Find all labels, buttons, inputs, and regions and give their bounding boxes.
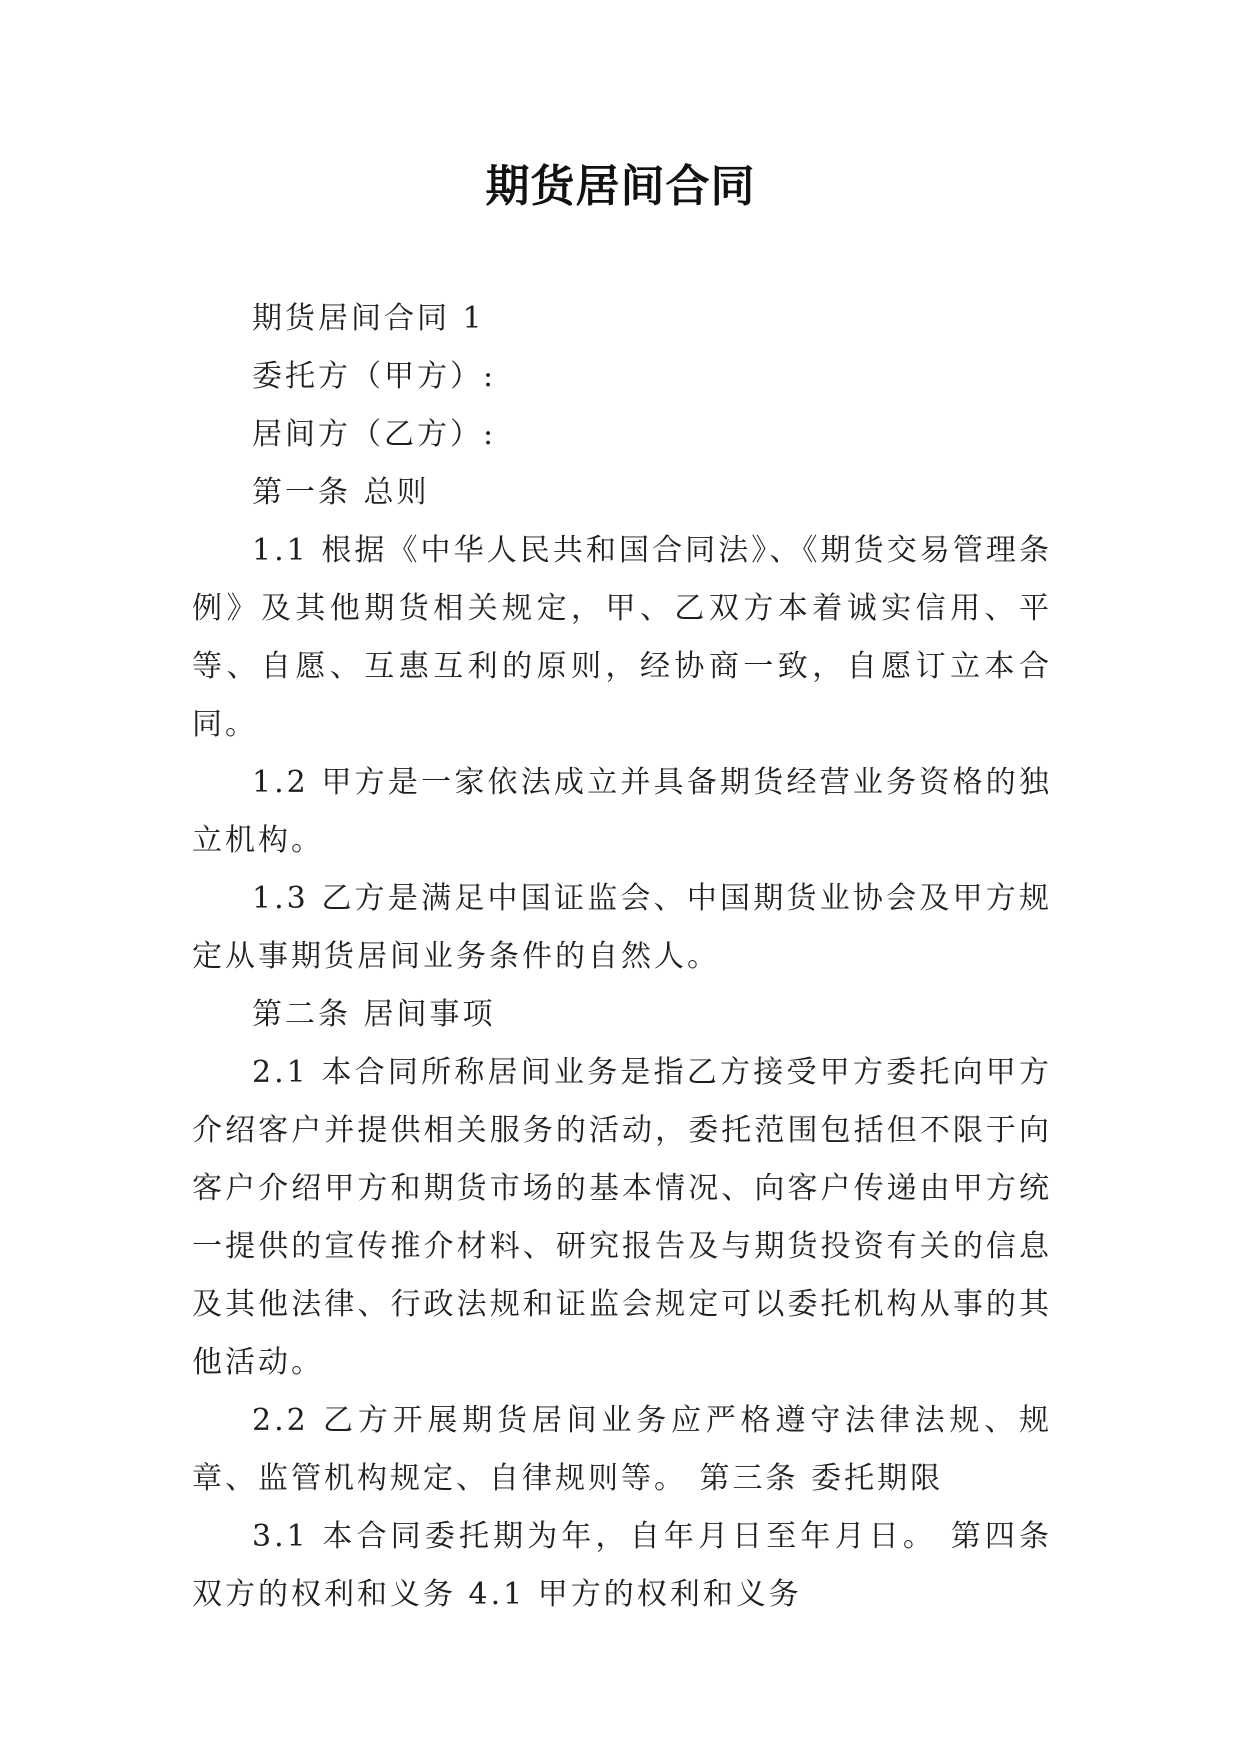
paragraph-clause-2-1: 2.1 本合同所称居间业务是指乙方接受甲方委托向甲方介绍客户并提供相关服务的活动，委托范围包括但不限于向客户介绍甲方和期货市场的基本情况、向客户传递由甲方统一提供的宣传推介材料、研究报告及与期货投资有关的信息及其他法律、行政法规和证监会规定可以委托机构从事的其他活动。: [192, 1055, 1052, 1380]
paragraph-article-2-heading: 第二条 居间事项: [252, 997, 496, 1032]
paragraph-clause-1-3: 1.3 乙方是满足中国证监会、中国期货业协会及甲方规定从事期货居间业务条件的自然人。: [192, 881, 1052, 974]
document-title: 期货居间合同: [485, 161, 756, 212]
paragraph-heading-contract-1: 期货居间合同 1: [252, 301, 485, 336]
paragraph-party-b: 居间方（乙方）:: [252, 417, 497, 452]
paragraph-clause-1-2: 1.2 甲方是一家依法成立并具备期货经营业务资格的独立机构。: [192, 765, 1052, 858]
paragraph-clause-1-1: 1.1 根据《中华人民共和国合同法》、《期货交易管理条例》及其他期货相关规定，甲、乙双方本着诚实信用、平等、自愿、互惠互利的原则，经协商一致，自愿订立本合同。: [192, 533, 1052, 742]
document-body: [192, 290, 1052, 1624]
paragraph-article-1-heading: 第一条 总则: [252, 475, 430, 510]
paragraph-clause-3-1: 3.1 本合同委托期为年，自年月日至年月日。 第四条 双方的权利和义务 4.1 甲方的权利和义务: [192, 1519, 1052, 1612]
paragraph-party-a: 委托方（甲方）:: [252, 359, 497, 394]
paragraph-clause-2-2: 2.2 乙方开展期货居间业务应严格遵守法律法规、规章、监管机构规定、自律规则等。 第三条 委托期限: [192, 1403, 1052, 1496]
